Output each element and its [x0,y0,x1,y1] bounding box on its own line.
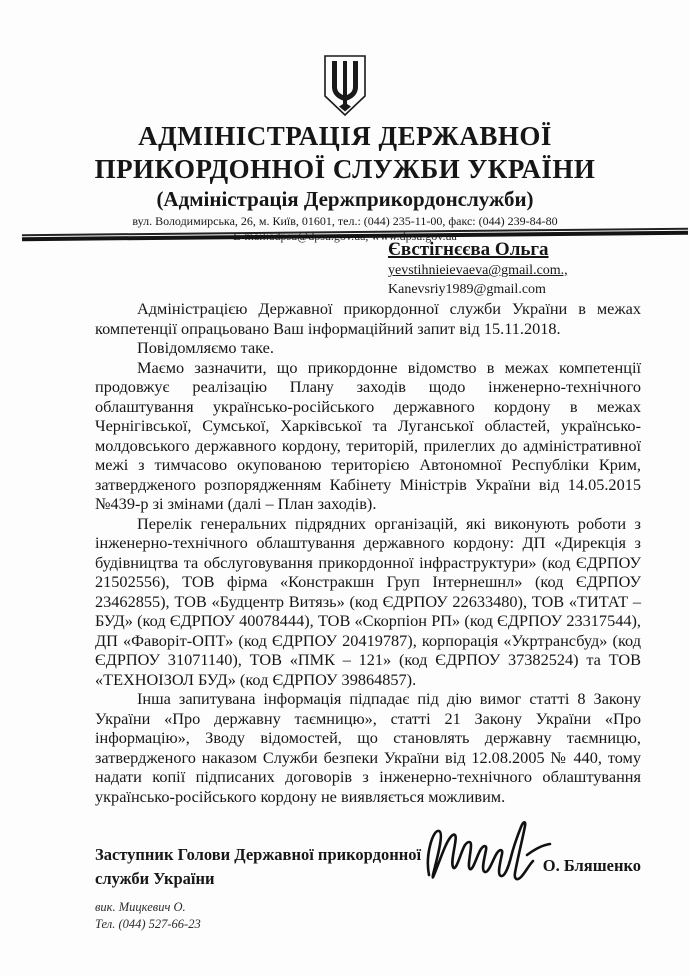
signer-name: О. Бляшенко [542,856,641,875]
executor-name: вик. Мицкевич О. [95,900,186,914]
letterhead [0,54,690,243]
recipient-email-secondary: Kanevsriy1989@gmail.com [388,282,546,297]
paragraph-contractors: Перелік генеральних підрядних організацій, які виконують роботи з інженерно-технічного облаштування державного кордону: ДП «Дирекція з будівництва та обслуговування прикордонної інфраструктури» (код ЄДРПОУ 21502556), ТОВ фірма «Констракшн Груп Інтернешнл» (код ЄДРПОУ 23462855), ТОВ «Будцентр Витязь» (код ЄДРПОУ 22633480), ТОВ «ТИТАТ – БУД» (код ЄДРПОУ 40078444), ТОВ «Скорпіон РП» (код ЄДРПОУ 23317544), ДП «Фаворіт-ОПТ» (код ЄДРПОУ 20419787), корпорація «Укртрансбуд» (код ЄДРПОУ 31071140), ТОВ «ПМК – 121» (код ЄДРПОУ 37382524) та ТОВ «ТЕХНОІЗОЛ БУД» (код ЄДРПОУ 39864857). [95,513,641,689]
ukraine-trident-emblem [322,54,368,118]
paragraph-notice: Повідомляємо таке. [137,338,274,357]
org-short-name: (Адміністрація Держприкордонслужби) [156,187,534,211]
org-address-line: вул. Володимирська, 26, м. Київ, 01601, тел.: (044) 235-11-00, факс: (044) 239-84-80 [132,214,558,228]
recipient-email-primary: yevstihnieievaeva@gmail.com., [388,263,568,278]
letter-body [95,299,641,806]
org-name-line1: АДМІНІСТРАЦІЯ ДЕРЖАВНОЇ [138,121,552,151]
paragraph-intro: Адміністрацією Державної прикордонної служби України в межах компетенції опрацьовано Ваш інформаційний запит від 15.11.2018. [95,299,641,338]
org-name-line2: ПРИКОРДОННОЇ СЛУЖБИ УКРАЇНИ [94,154,596,184]
recipient-name: Євстігнєєва Ольга [388,239,549,260]
executor-block [95,899,201,932]
handwritten-signature [423,817,553,889]
paragraph-plan: Маємо зазначити, що прикордонне відомство в межах компетенції продовжує реалізацію Плану заходів щодо інженерно-технічного облаштування українсько-російського державного кордону в межах Чернігівської, Сумської, Харківської та Луганської областей, українсько-молдовського державного кордону, територій, прилеглих до адміністративної межі з тимчасово окупованою територією Автономної Республіки Крим, затвердженого розпорядженням Кабінету Міністрів України від 14.05.2015 №439-р зі змінами (далі – План заходів). [95,357,641,513]
paragraph-secrecy: Інша запитувана інформація підпадає під дію вимог статті 8 Закону України «Про державну таємницю», статті 21 Закону України «Про інформацію», Зводу відомостей, що становлять державну таємницю, затвердженого наказом Служби безпеки України від 12.08.2005 № 440, тому надати копії підписаних договорів з інженерно-технічного облаштування українсько-російського кордону не виявляється можливим. [95,689,641,806]
recipient-block [388,239,568,299]
signer-position-title: Заступник Голови Державної прикордонної служби України [95,845,422,888]
executor-phone: Тел. (044) 527-66-23 [95,916,201,931]
